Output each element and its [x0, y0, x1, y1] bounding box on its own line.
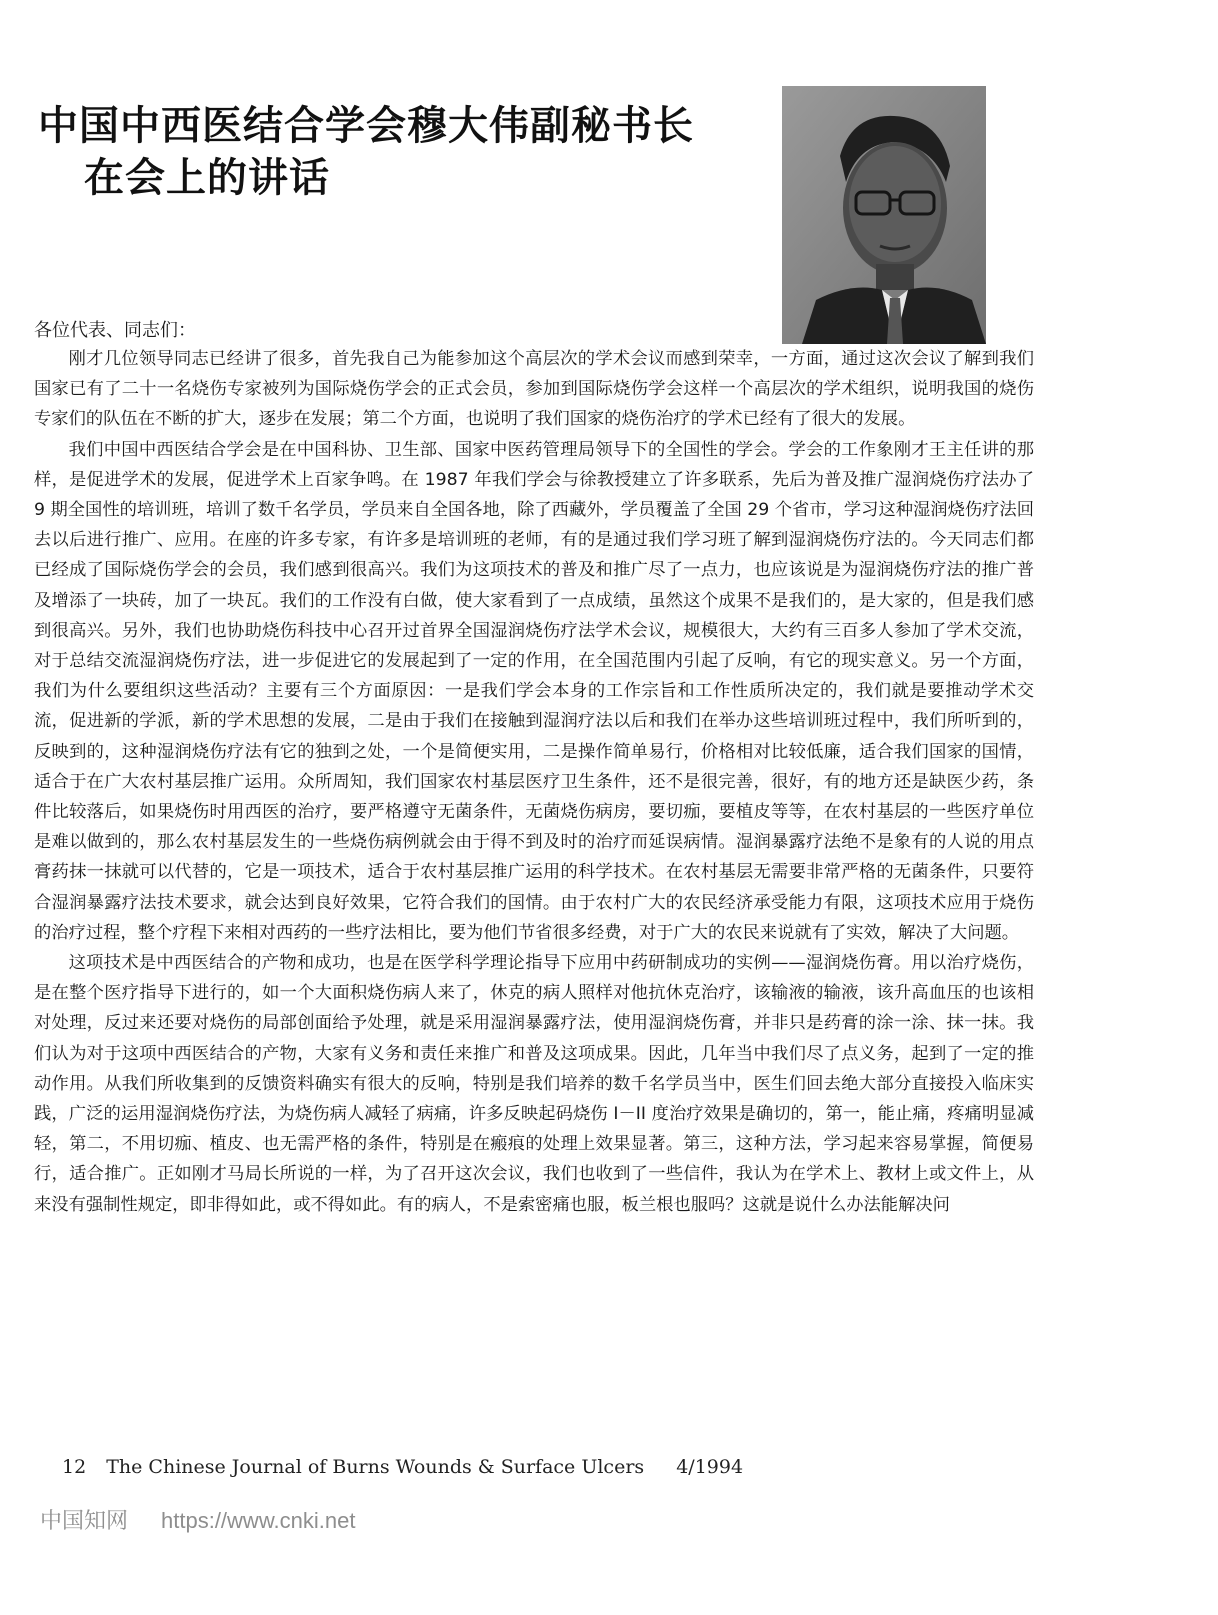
journal-name: The Chinese Journal of Burns Wounds & Surface Ulcers: [106, 1456, 645, 1478]
salutation: 各位代表、同志们：: [34, 320, 196, 341]
watermark-site-name: 中国知网: [40, 1509, 129, 1534]
watermark-url[interactable]: https://www.cnki.net: [161, 1508, 356, 1533]
article-body: [34, 344, 1034, 1220]
paragraph: 刚才几位领导同志已经讲了很多，首先我自己为能参加这个高层次的学术会议而感到荣幸，一方面，通过这次会议了解到我们国家已有了二十一名烧伤专家被列为国际烧伤学会的正式会员，参加到国际烧伤学会这样一个高层次的学术组织，说明我国的烧伤专家们的队伍在不断的扩大，逐步在发展；第二个方面，也说明了我们国家的烧伤治疗的学术已经有了很大的发展。: [34, 349, 1034, 430]
issue-number: 4/1994: [676, 1456, 744, 1478]
page-number: 12: [62, 1456, 87, 1478]
article-title-line-1: 中国中西医结合学会穆大伟副秘书长: [38, 103, 694, 149]
watermark: [40, 1506, 355, 1537]
portrait-photo-icon: [782, 86, 986, 344]
article-title: [38, 100, 768, 204]
paragraph: 我们中国中西医结合学会是在中国科协、卫生部、国家中医药管理局领导下的全国性的学会。学会的工作象刚才王主任讲的那样，是促进学术的发展，促进学术上百家争鸣。在 1987 年我们学会与徐教授建立了许多联系，先后为普及推广湿润烧伤疗法办了 9 期全国性的培训班，培训了数千名学员，学员来自全国各地，除了西藏外，学员覆盖了全国 29 个省市，学习这种湿润烧伤疗法回去以后进行推广、应用。在座的许多专家，有许多是培训班的老师，有的是通过我们学习班了解到湿润烧伤疗法的。今天同志们都已经成了国际烧伤学会的会员，我们感到很高兴。我们为这项技术的普及和推广尽了一点力，也应该说是为湿润烧伤疗法的推广普及增添了一块砖，加了一块瓦。我们的工作没有白做，使大家看到了一点成绩，虽然这个成果不是我们的，是大家的，但是我们感到很高兴。另外，我们也协助烧伤科技中心召开过首界全国湿润烧伤疗法学术会议，规模很大，大约有三百多人参加了学术交流，对于总结交流湿润烧伤疗法，进一步促进它的发展起到了一定的作用，在全国范围内引起了反响，有它的现实意义。另一个方面，我们为什么要组织这些活动？主要有三个方面原因：一是我们学会本身的工作宗旨和工作性质所决定的，我们就是要推动学术交流，促进新的学派，新的学术思想的发展，二是由于我们在接触到湿润疗法以后和我们在举办这些培训班过程中，我们所听到的，反映到的，这种湿润烧伤疗法有它的独到之处，一个是简便实用，二是操作简单易行，价格相对比较低廉，适合我们国家的国情，适合于在广大农村基层推广运用。众所周知，我们国家农村基层医疗卫生条件，还不是很完善，很好，有的地方还是缺医少药，条件比较落后，如果烧伤时用西医的治疗，要严格遵守无菌条件，无菌烧伤病房，要切痂，要植皮等等，在农村基层的一些医疗单位是难以做到的，那么农村基层发生的一些烧伤病例就会由于得不到及时的治疗而延误病情。湿润暴露疗法绝不是象有的人说的用点膏药抹一抹就可以代替的，它是一项技术，适合于农村基层推广运用的科学技术。在农村基层无需要非常严格的无菌条件，只要符合湿润暴露疗法技术要求，就会达到良好效果，它符合我们的国情。由于农村广大的农民经济承受能力有限，这项技术应用于烧伤的治疗过程，整个疗程下来相对西药的一些疗法相比，要为他们节省很多经费，对于广大的农民来说就有了实效，解决了大问题。: [34, 439, 1034, 943]
article-title-line-2: 在会上的讲话: [84, 155, 330, 201]
page-footer: [62, 1454, 743, 1480]
paragraph: 这项技术是中西医结合的产物和成功，也是在医学科学理论指导下应用中药研制成功的实例——湿润烧伤膏。用以治疗烧伤，是在整个医疗指导下进行的，如一个大面积烧伤病人来了，休克的病人照样对他抗休克治疗，该输液的输液，该升高血压的也该相对处理，反过来还要对烧伤的局部创面给予处理，就是采用湿润暴露疗法，使用湿润烧伤膏，并非只是药膏的涂一涂、抹一抹。我们认为对于这项中西医结合的产物，大家有义务和责任来推广和普及这项成果。因此，几年当中我们尽了点义务，起到了一定的推动作用。从我们所收集到的反馈资料确实有很大的反响，特别是我们培养的数千名学员当中，医生们回去绝大部分直接投入临床实践，广泛的运用湿润烧伤疗法，为烧伤病人减轻了病痛，许多反映起码烧伤 I－II 度治疗效果是确切的，第一，能止痛，疼痛明显减轻，第二，不用切痂、植皮、也无需严格的条件，特别是在瘢痕的处理上效果显著。第三，这种方法，学习起来容易掌握，简便易行，适合推广。正如刚才马局长所说的一样，为了召开这次会议，我们也收到了一些信件，我认为在学术上、教材上或文件上，从来没有强制性规定，即非得如此，或不得如此。有的病人，不是索密痛也服，板兰根也服吗？这就是说什么办法能解决问: [34, 953, 1034, 1215]
